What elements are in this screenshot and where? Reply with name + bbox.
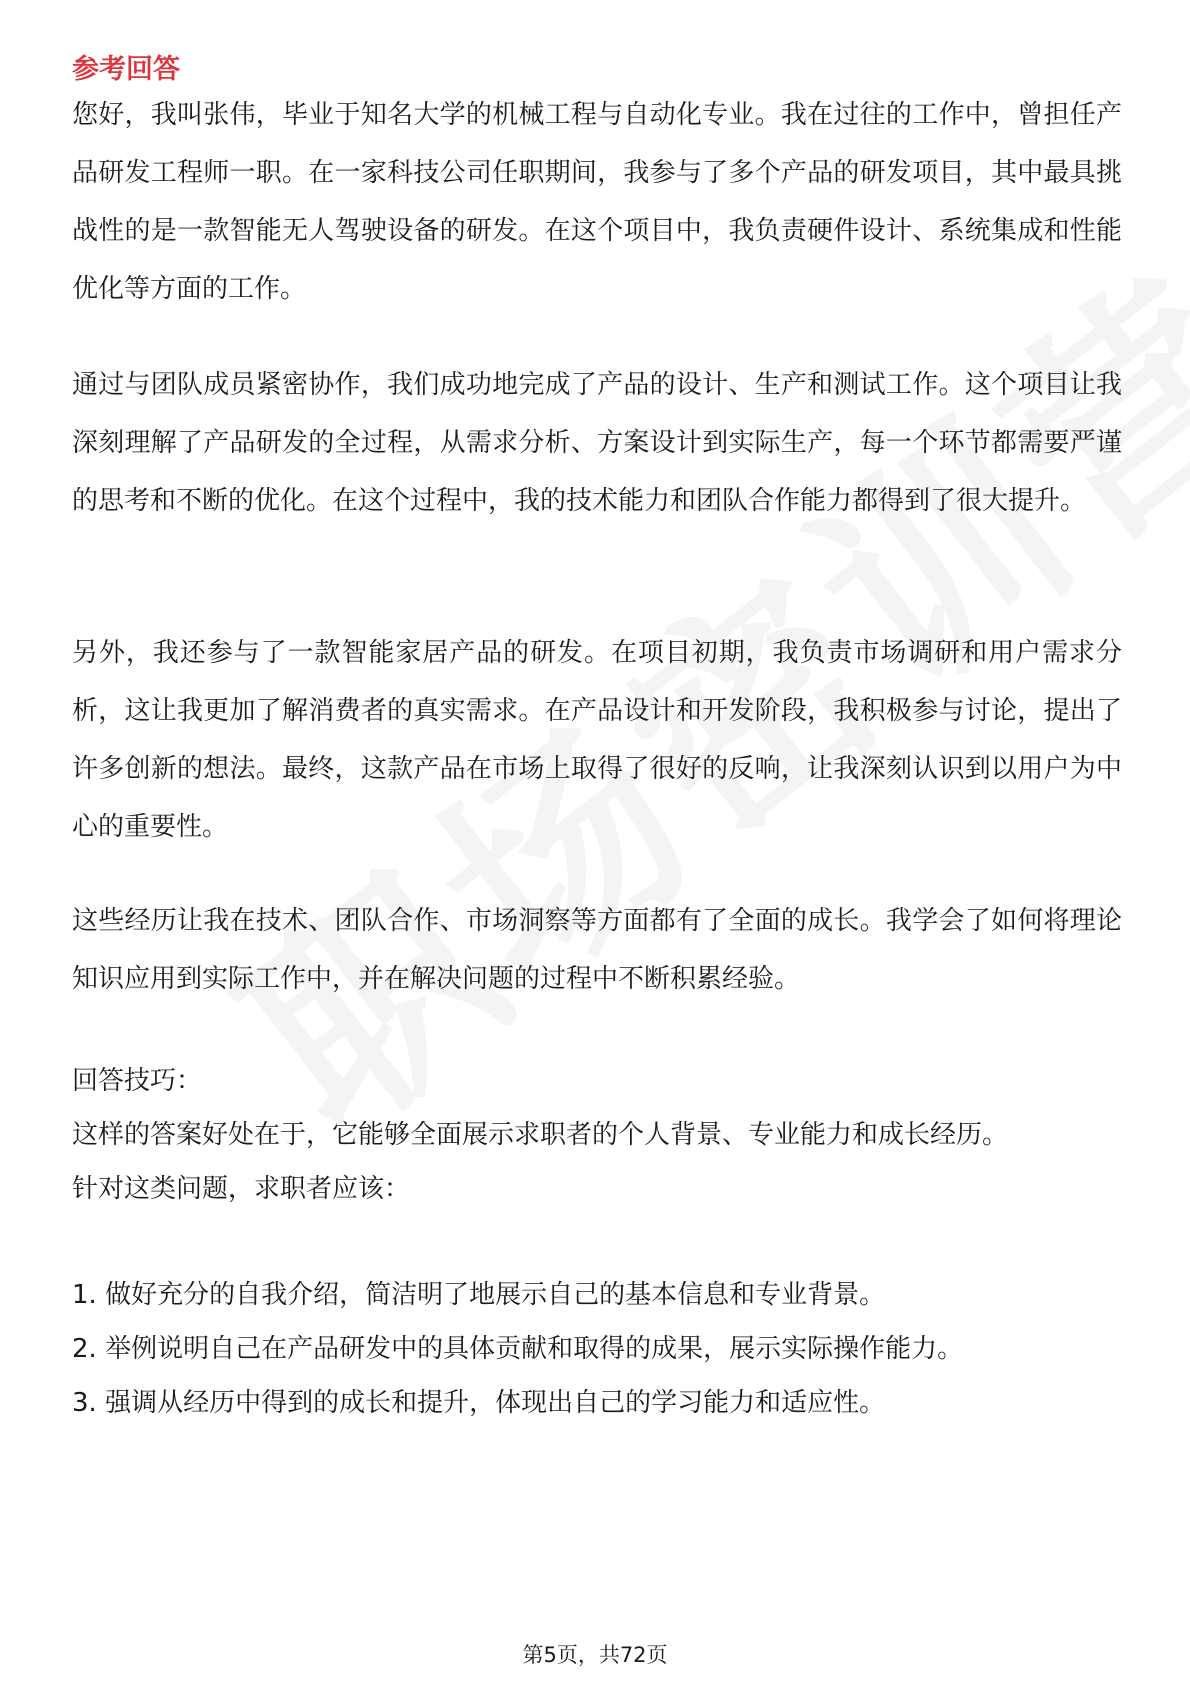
tips-title: 回答技巧： [72,1066,203,1096]
section-heading: 参考回答 [72,54,180,85]
page-number: 第5页，共72页 [522,1643,668,1667]
answer-paragraph-3: 另外，我还参与了一款智能家居产品的研发。在项目初期，我负责市场调研和用户需求分析，这让我更加了解消费者的真实需求。在产品设计和开发阶段，我积极参与讨论，提出了许多创新的想法。最终，这款产品在市场上取得了很好的反响，让我深刻认识到以用户为中心的重要性。 [72,638,1122,842]
answer-paragraph-4: 这些经历让我在技术、团队合作、市场洞察等方面都有了全面的成长。我学会了如何将理论知识应用到实际工作中，并在解决问题的过程中不断积累经验。 [72,906,1122,994]
answer-paragraph-2: 通过与团队成员紧密协作，我们成功地完成了产品的设计、生产和测试工作。这个项目让我深刻理解了产品研发的全过程，从需求分析、方案设计到实际生产，每一个环节都需要严谨的思考和不断的优化。在这个过程中，我的技术能力和团队合作能力都得到了很大提升。 [72,370,1122,516]
tips-item-1: 1. 做好充分的自我介绍，简洁明了地展示自己的基本信息和专业背景。 [72,1280,886,1310]
tips-intro: 这样的答案好处在于，它能够全面展示求职者的个人背景、专业能力和成长经历。 [72,1120,1009,1150]
tips-lead: 针对这类问题，求职者应该： [72,1174,411,1204]
tips-item-3: 3. 强调从经历中得到的成长和提升，体现出自己的学习能力和适应性。 [72,1388,886,1418]
answer-paragraph-1: 您好，我叫张伟，毕业于知名大学的机械工程与自动化专业。我在过往的工作中，曾担任产品研发工程师一职。在一家科技公司任职期间，我参与了多个产品的研发项目，其中最具挑战性的是一款智能无人驾驶设备的研发。在这个项目中，我负责硬件设计、系统集成和性能优化等方面的工作。 [72,100,1122,304]
tips-item-2: 2. 举例说明自己在产品研发中的具体贡献和取得的成果，展示实际操作能力。 [72,1334,964,1364]
